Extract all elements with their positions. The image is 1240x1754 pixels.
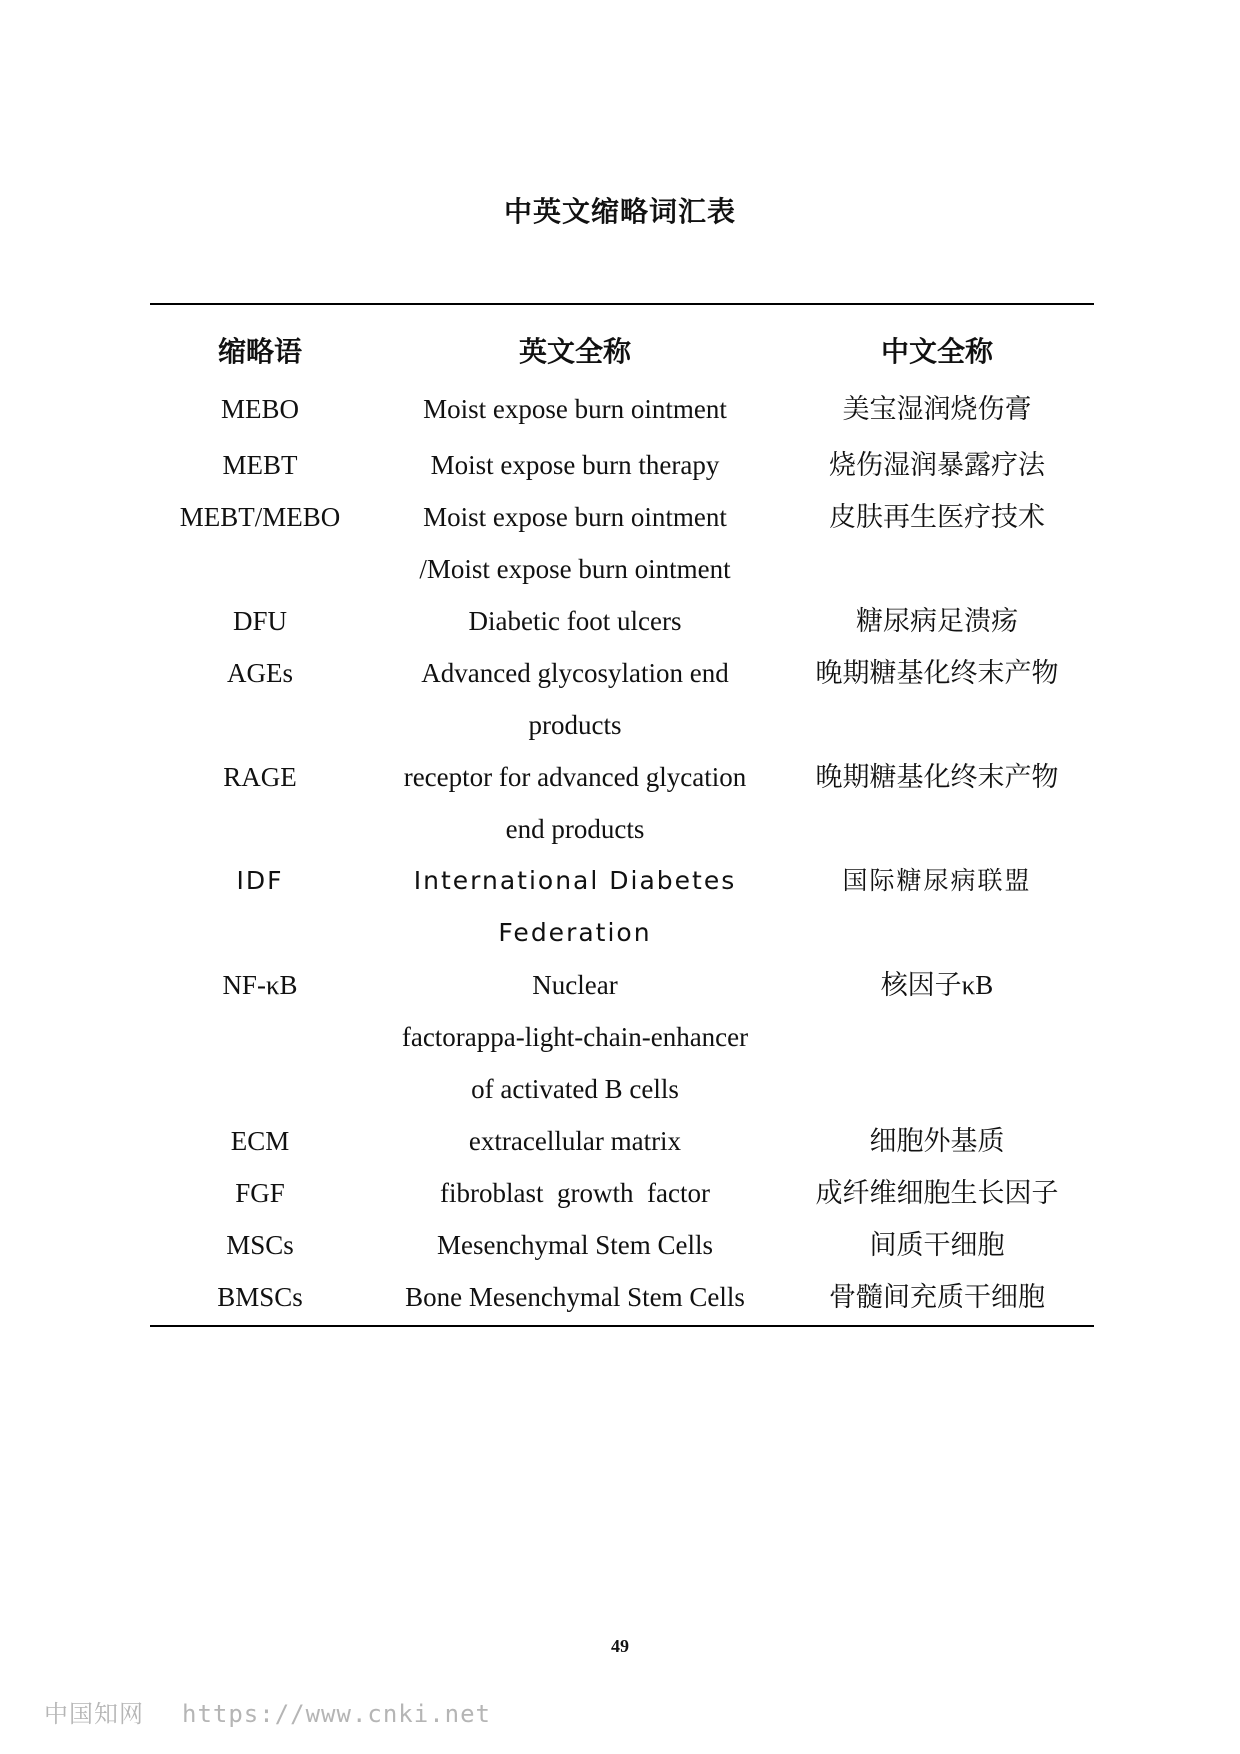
table-row: [150, 1115, 1094, 1167]
chinese-cell: 成纤维细胞生长因子: [815, 1178, 1059, 1208]
abbr-cell: BMSCs: [217, 1282, 303, 1312]
table-row: [150, 1219, 1094, 1271]
chinese-cell: 晚期糖基化终末产物: [815, 762, 1059, 792]
abbr-cell: MEBT/MEBO: [179, 502, 341, 532]
table-header-row: [150, 305, 1094, 381]
english-cell: Bone Mesenchymal Stem Cells: [405, 1282, 745, 1312]
english-cell: Advanced glycosylation end products: [421, 658, 729, 740]
english-cell: fibroblast growth factor: [440, 1178, 710, 1208]
abbr-cell: IDF: [236, 866, 284, 895]
table-row: [150, 647, 1094, 751]
chinese-cell: 骨髓间充质干细胞: [829, 1282, 1045, 1312]
english-cell: extracellular matrix: [468, 1126, 682, 1156]
english-cell: Diabetic foot ulcers: [468, 606, 682, 636]
english-cell: Moist expose burn therapy: [430, 450, 720, 480]
abbr-cell: DFU: [232, 606, 287, 636]
chinese-cell: 间质干细胞: [869, 1230, 1005, 1260]
chinese-cell: 糖尿病足溃疡: [856, 606, 1018, 636]
page-number: 49: [611, 1636, 629, 1656]
table-row: [150, 491, 1094, 595]
watermark-site-name: 中国知网: [44, 1700, 144, 1728]
abbr-cell: RAGE: [223, 762, 297, 792]
header-english-full-name: 英文全称: [518, 337, 631, 368]
header-abbreviation: 缩略语: [217, 337, 302, 368]
cnki-watermark: [44, 1694, 491, 1729]
table-row: [150, 751, 1094, 855]
header-chinese-full-name: 中文全称: [880, 337, 993, 368]
chinese-cell: 皮肤再生医疗技术: [829, 502, 1045, 532]
table-row: [150, 959, 1094, 1115]
abbreviation-table: [150, 303, 1094, 1327]
abbr-cell: NF-κB: [222, 970, 298, 1000]
chinese-cell: 美宝湿润烧伤膏: [842, 394, 1032, 424]
english-cell: Mesenchymal Stem Cells: [437, 1230, 713, 1260]
english-cell: receptor for advanced glycation end products: [403, 762, 747, 844]
abbr-cell: MSCs: [226, 1230, 294, 1260]
table-row: [150, 1271, 1094, 1325]
english-cell: Moist expose burn ointment /Moist expose burn ointment: [419, 502, 731, 584]
chinese-cell: 细胞外基质: [869, 1126, 1005, 1156]
english-cell: International Diabetes Federation: [413, 866, 737, 947]
english-cell: Moist expose burn ointment: [423, 394, 727, 424]
chinese-cell: 晚期糖基化终末产物: [815, 658, 1059, 688]
table-row: [150, 435, 1094, 491]
table-row: [150, 855, 1094, 959]
abbr-cell: MEBO: [220, 394, 299, 424]
abbr-cell: MEBT: [222, 450, 298, 480]
table-row: [150, 1167, 1094, 1219]
abbr-cell: AGEs: [227, 658, 293, 688]
abbr-cell: ECM: [230, 1126, 290, 1156]
page-title: 中英文缩略词汇表: [503, 197, 736, 228]
abbr-cell: FGF: [235, 1178, 285, 1208]
chinese-cell: 烧伤湿润暴露疗法: [829, 450, 1045, 480]
english-cell: Nuclear factorappa-light-chain-enhancer of activated B cells: [401, 970, 749, 1104]
table-row: [150, 595, 1094, 647]
chinese-cell: 国际糖尿病联盟: [842, 866, 1032, 895]
table-row: [150, 381, 1094, 435]
watermark-url: https://www.cnki.net: [182, 1700, 491, 1728]
chinese-cell: 核因子κB: [880, 970, 994, 1000]
